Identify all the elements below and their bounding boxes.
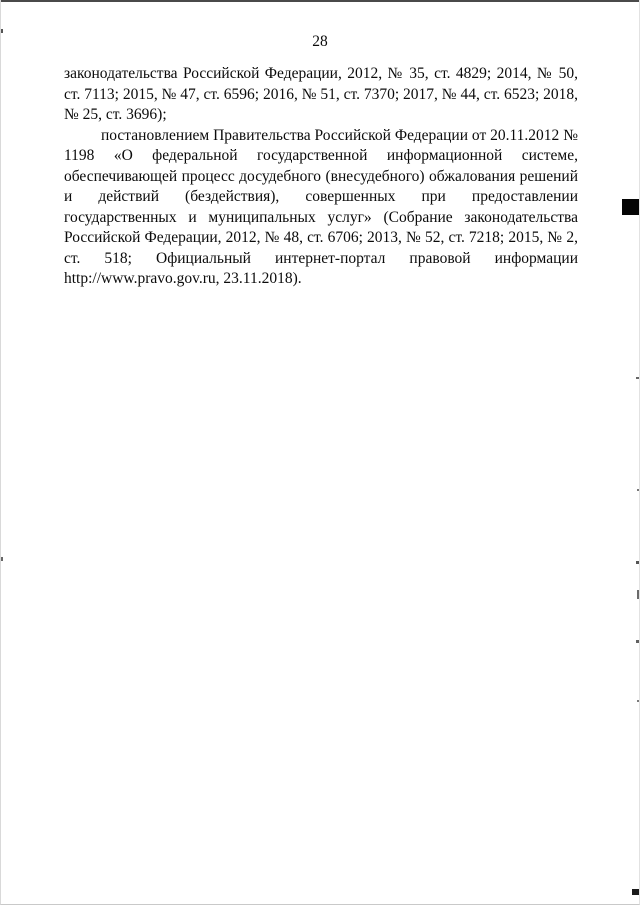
scan-artifact: [1, 29, 3, 33]
page-number: 28: [312, 33, 328, 50]
text-block: [64, 64, 578, 290]
scan-artifact: [637, 700, 639, 702]
scan-artifact: [637, 489, 639, 491]
scan-artifact: [637, 590, 639, 599]
paragraph-legislation-refs: законодательства Российской Федерации, 2012, № 35, ст. 4829; 2014, № 50, ст. 7113; 2015, № 47, ст. 6596; 2016, № 51, ст. 7370; 2017, № 44, ст. 6523; 2018, № 25, ст. 3696);: [64, 65, 578, 123]
scan-artifact: [1, 557, 3, 561]
scan-artifact: [636, 640, 639, 643]
scan-artifact: [632, 889, 639, 895]
scan-artifact: [636, 377, 639, 379]
scan-artifact: [622, 199, 639, 215]
scan-artifact: [636, 561, 639, 564]
paragraph-government-decree: постановлением Правительства Российской Федерации от 20.11.2012 № 1198 «О федеральной государственной информационной системе, обеспечивающей процесс досудебного (внесудебного) обжалования решений и действий (бездействия), совершенных при предоставлении государственных и муниципальных услуг» (Собрание законодательства Российской Федерации, 2012, № 48, ст. 6706; 2013, № 52, ст. 7218; 2015, № 2, ст. 518; Официальный интернет-портал правовой информации http://www.pravo.gov.ru, 23.11.2018).: [64, 126, 578, 287]
scan-edge-top: [1, 0, 639, 2]
